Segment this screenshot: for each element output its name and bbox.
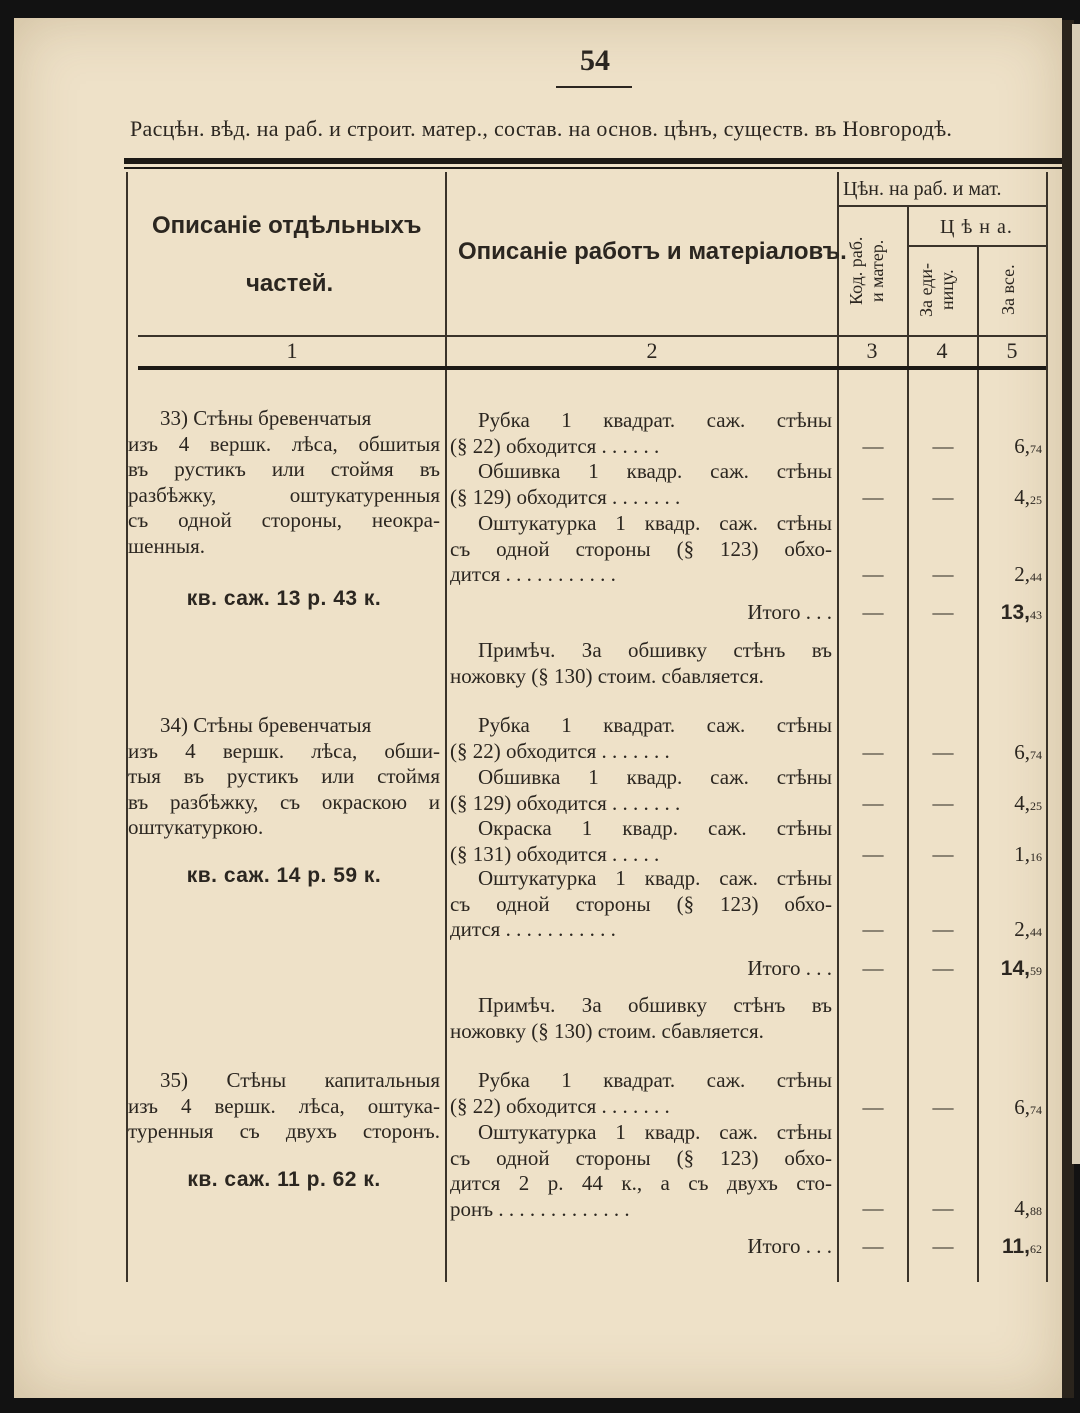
section-33-itogo-code-dash: — [862, 600, 884, 624]
section-33-value-3: 2,44 [1014, 562, 1042, 586]
section-33-note: Примѣч. За обшивку стѣнъ въ ножовку (§ 130) стоим. сбавляется. [450, 638, 832, 688]
section-34-unit-dash-1: — [932, 740, 954, 764]
table-right-border [1046, 172, 1048, 1282]
header-per-unit-col: За еди- ницу. [916, 262, 957, 318]
section-33-unit-dash-1: — [932, 434, 954, 458]
section-33-work-rubka: Рубка 1 квадрат. саж. стѣны (§ 22) обходится . . . . . . [450, 408, 832, 458]
section-33-unit-dash-3: — [932, 562, 954, 586]
col-divider-4 [977, 245, 979, 1282]
header-total-col: За все. [998, 264, 1018, 316]
col-number-4: 4 [936, 338, 948, 363]
section-35-code-dash-1: — [862, 1095, 884, 1119]
section-34-unit-dash-3: — [932, 842, 954, 866]
header-code-col: Код. раб. и матер. [846, 236, 887, 306]
section-35-work-shtukaturka: Оштукатурка 1 квадр. саж. стѣны съ одной стороны (§ 123) обхо- дится 2 р. 44 к., а съ двухъ сто- ронъ . . . . . . . . . . . . . [450, 1120, 832, 1221]
section-33-code-dash-1: — [862, 434, 884, 458]
col-divider-1 [445, 172, 447, 1282]
section-33-value-2: 4,25 [1014, 485, 1042, 509]
section-35-unit-price: кв. саж. 11 р. 62 к. [187, 1168, 381, 1191]
header-number-line [138, 335, 1046, 337]
page-title: Расцѣн. вѣд. на раб. и строит. матер., состав. на основ. цѣнъ, существ. въ Новгородѣ. [130, 116, 953, 141]
section-34-value-2: 4,25 [1014, 791, 1042, 815]
top-rule-thin [124, 167, 1062, 169]
section-35-unit-dash-2: — [932, 1196, 954, 1220]
section-34-value-3: 1,16 [1014, 842, 1042, 866]
section-33-work-obshivka: Обшивка 1 квадр. саж. стѣны (§ 129) обходится . . . . . . . [450, 459, 832, 509]
section-33-code-dash-2: — [862, 485, 884, 509]
header-price-line [909, 245, 1046, 247]
section-35-description: 35) Стѣны капитальныя изъ 4 вершк. лѣса, оштука- туренныя съ двухъ сторонъ. [128, 1068, 440, 1143]
section-34-unit-price: кв. саж. 14 р. 59 к. [186, 864, 382, 887]
section-35-itogo-unit-dash: — [932, 1234, 954, 1258]
section-34-work-rubka: Рубка 1 квадрат. саж. стѣны (§ 22) обходится . . . . . . . [450, 713, 832, 763]
col-number-2: 2 [646, 338, 658, 363]
section-33-itogo-unit-dash: — [932, 600, 954, 624]
section-34-work-obshivka: Обшивка 1 квадр. саж. стѣны (§ 129) обходится . . . . . . . [450, 765, 832, 815]
section-34-value-1: 6,74 [1014, 740, 1042, 764]
page-number: 54 [580, 44, 610, 77]
section-34-note: Примѣч. За обшивку стѣнъ въ ножовку (§ 130) стоим. сбавляется. [450, 993, 832, 1043]
section-33-unit-price: кв. саж. 13 р. 43 к. [186, 587, 382, 610]
col-number-5: 5 [1006, 338, 1018, 363]
section-35-itogo-code-dash: — [862, 1234, 884, 1258]
section-34-description: 34) Стѣны бревенчатыя изъ 4 вершк. лѣса, обши- тыя въ рустикъ или стоймя въ разбѣжку, съ окраскою и оштукатуркою. [128, 713, 440, 839]
section-34-value-4: 2,44 [1014, 917, 1042, 941]
section-34-total: 14,59 [1000, 957, 1042, 980]
header-group-line [839, 205, 1046, 207]
header-price-label: Ц ѣ н а. [940, 216, 1013, 238]
header-group-label: Цѣн. на раб. и мат. [843, 178, 1002, 200]
col-divider-2 [837, 172, 839, 1282]
section-34-code-dash-2: — [862, 791, 884, 815]
section-35-code-dash-2: — [862, 1196, 884, 1220]
section-35-value-1: 6,74 [1014, 1095, 1042, 1119]
section-35-unit-dash-1: — [932, 1095, 954, 1119]
section-34-unit-dash-4: — [932, 917, 954, 941]
section-35-total: 11,62 [1001, 1235, 1042, 1258]
section-33-itogo-label: Итого . . . [747, 600, 832, 624]
header-col1-line2: частей. [246, 270, 334, 297]
section-34-itogo-label: Итого . . . [747, 956, 832, 980]
section-33-value-1: 6,74 [1014, 434, 1042, 458]
section-33-description: 33) Стѣны бревенчатыя изъ 4 вершк. лѣса, обшитыя въ рустикъ или стоймя въ разбѣжку, оштукатуренныя съ одной стороны, неокра- шенныя. [128, 406, 440, 558]
section-34-itogo-code-dash: — [862, 956, 884, 980]
section-35-value-2: 4,88 [1014, 1196, 1042, 1220]
section-34-work-okraska: Окраска 1 квадр. саж. стѣны (§ 131) обходится . . . . . [450, 816, 832, 866]
header-col1-line1: Описаніе отдѣльныхъ [152, 212, 422, 239]
section-34-code-dash-4: — [862, 917, 884, 941]
section-34-code-dash-3: — [862, 842, 884, 866]
section-33-unit-dash-2: — [932, 485, 954, 509]
section-35-itogo-label: Итого . . . [747, 1234, 832, 1258]
section-33-code-dash-3: — [862, 562, 884, 586]
top-rule [124, 158, 1062, 164]
col-number-1: 1 [286, 338, 298, 363]
section-34-itogo-unit-dash: — [932, 956, 954, 980]
page-number-underline [556, 86, 632, 88]
section-34-work-shtukaturka: Оштукатурка 1 квадр. саж. стѣны съ одной стороны (§ 123) обхо- дится . . . . . . . . . . . [450, 866, 832, 941]
next-page-edge [1072, 24, 1080, 1164]
header-col2: Описаніе работъ и матеріаловъ. [458, 238, 847, 265]
section-35-work-rubka: Рубка 1 квадрат. саж. стѣны (§ 22) обходится . . . . . . . [450, 1068, 832, 1118]
col-number-3: 3 [866, 338, 878, 363]
section-33-total: 13,43 [1000, 601, 1042, 624]
section-33-work-shtukaturka: Оштукатурка 1 квадр. саж. стѣны съ одной стороны (§ 123) обхо- дится . . . . . . . . . . . [450, 511, 832, 586]
section-34-code-dash-1: — [862, 740, 884, 764]
header-bottom-rule [138, 366, 1046, 370]
section-34-unit-dash-2: — [932, 791, 954, 815]
